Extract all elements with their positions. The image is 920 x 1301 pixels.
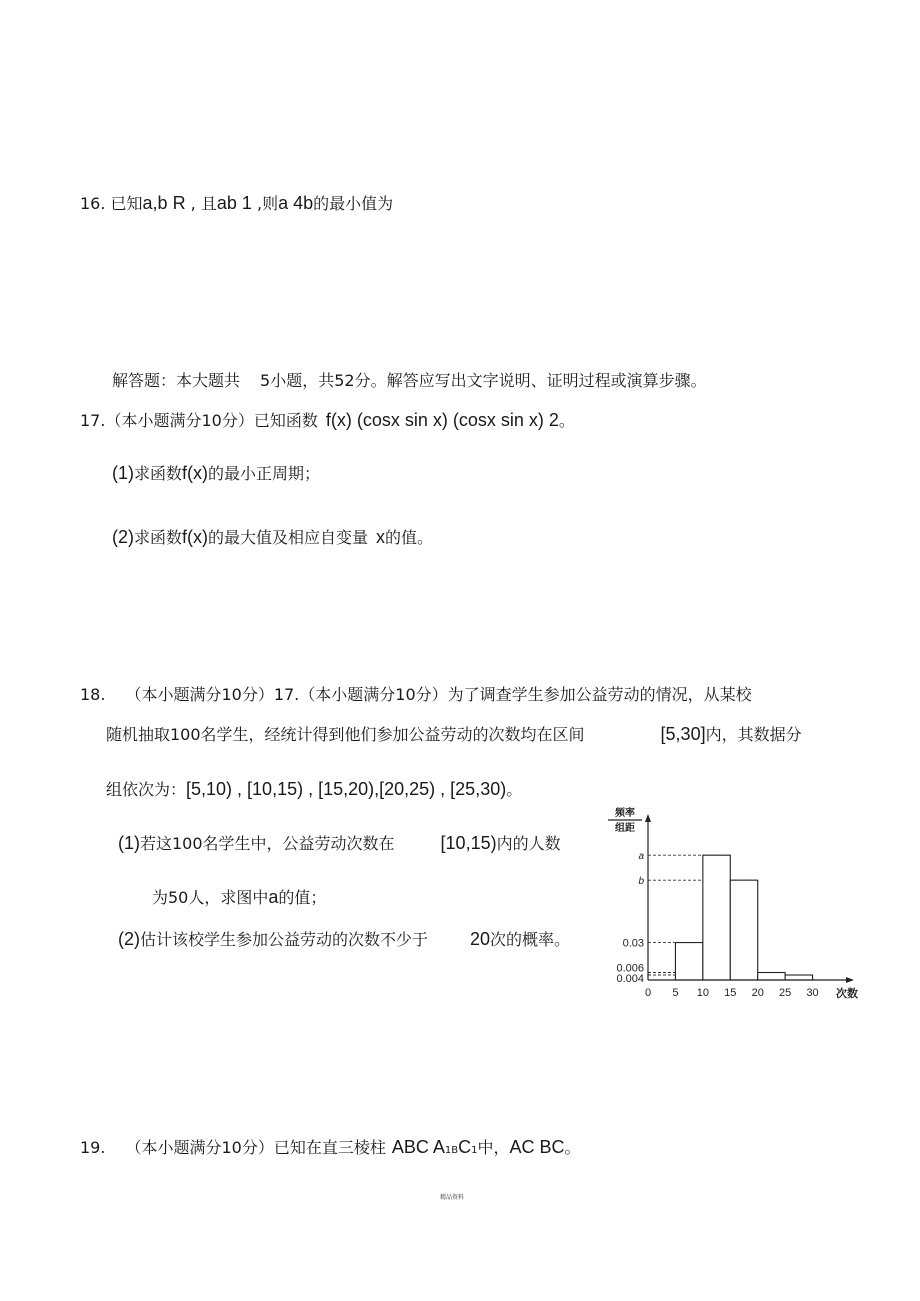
q19-sub-2: 1 <box>471 1145 478 1156</box>
q17-text-1: （本小题满分10分）已知函数 <box>105 411 318 430</box>
q17-part-2-text-2: 的最大值及相应自变量 <box>208 528 369 547</box>
x-tick-0: 0 <box>644 987 652 999</box>
q17-part-2-label: (2) <box>112 527 134 547</box>
q19-math-2: C <box>458 1137 472 1157</box>
q17-part-1-text-2: 的最小正周期； <box>208 464 321 483</box>
q16-number: 16. <box>80 194 106 213</box>
q18-line-3-groups: [5,10) , [10,15) , [15,20),[20,25) , [25,30) <box>186 779 507 799</box>
q16-text-1: 已知 <box>105 194 143 213</box>
y-tick-a: a <box>638 851 644 863</box>
bar-[5,10) <box>675 943 702 980</box>
q17-part-2-math-x: x <box>376 527 386 547</box>
y-tick-0.006: 0.006 <box>616 962 644 975</box>
q17-part-2 <box>112 527 433 548</box>
q17-part-1 <box>112 463 320 484</box>
q18-part-2 <box>118 929 570 950</box>
q18-part-1 <box>118 833 561 854</box>
bar-[10,15) <box>703 855 730 980</box>
bar-[20,25) <box>758 973 785 980</box>
q19-math-1: ABC A <box>391 1137 445 1157</box>
q18-line-2-interval: [5,30] <box>660 724 706 744</box>
q18-line-2-text-2: 内，其数据分 <box>705 725 802 744</box>
q18-part-2-math: 20 <box>470 929 491 949</box>
bar-[15,20) <box>730 880 757 980</box>
q17-part-2-text-1: 求函数 <box>134 528 183 547</box>
q17-part-1-label: (1) <box>112 463 134 483</box>
q18-part-2-text-1: 估计该校学生参加公益劳动的次数不少于 <box>140 930 429 949</box>
x-tick-25: 25 <box>779 987 792 999</box>
footer-watermark: 精品资料 <box>440 1194 465 1201</box>
q16-text-3: ,则 <box>251 194 279 213</box>
q18-part-1-label: (1) <box>118 833 140 853</box>
q18-line-3-text-1: 组依次为： <box>106 780 187 799</box>
q16-text-4: 的最小值为 <box>313 194 394 213</box>
q16-text-2: , 且 <box>185 194 217 213</box>
q16-line <box>80 193 393 214</box>
section-text-1: 解答题：本大题共 <box>112 371 241 390</box>
y-tick-labels <box>616 851 644 985</box>
q18-part-2-label: (2) <box>118 929 140 949</box>
y-axis-label-denominator: 组距 <box>615 823 635 834</box>
q18-line-3-text-2: 。 <box>506 780 523 799</box>
section-header <box>112 371 707 391</box>
y-tick-b: b <box>638 876 644 888</box>
q17-function: f(x) (cosx sin x) (cosx sin x) 2 <box>325 410 559 430</box>
x-tick-15: 15 <box>724 987 737 999</box>
bar-[25,30) <box>785 975 812 980</box>
q19-text-1: （本小题满分10分）已知在直三棱柱 <box>125 1138 386 1157</box>
q18-line-3 <box>106 779 522 800</box>
x-tick-5: 5 <box>672 987 679 999</box>
q17-number: 17. <box>80 411 106 430</box>
frequency-histogram <box>600 800 860 1005</box>
q18-part-1-interval: [10,15) <box>440 833 497 853</box>
q19-math-3: AC BC <box>509 1137 565 1157</box>
q18-number: 18. <box>80 685 106 704</box>
x-tick-30: 30 <box>806 987 819 999</box>
x-axis-arrow <box>846 977 854 983</box>
x-tick-labels <box>645 987 819 999</box>
q18-part-2-text-2: 次的概率。 <box>490 930 571 949</box>
section-count: 5 <box>260 371 271 390</box>
q19-number: 19. <box>80 1138 106 1157</box>
q19-text-2: 中， <box>477 1138 510 1157</box>
q19-text-3: 。 <box>564 1138 581 1157</box>
q18-line-1 <box>80 685 752 705</box>
q19-line <box>80 1137 581 1161</box>
q16-math-2: ab 1 <box>216 193 252 213</box>
x-axis-label: 次数 <box>836 988 858 1000</box>
q18-part-1b-text-2: 的值； <box>278 888 327 907</box>
q16-math-3: a 4b <box>278 193 314 213</box>
q18-part-1-cont <box>152 887 326 908</box>
q17-text-2: 。 <box>558 411 575 430</box>
q17-part-2-text-3: 的值。 <box>385 528 434 547</box>
q18-part-1-text-1: 若这100名学生中，公益劳动次数在 <box>140 834 395 853</box>
y-axis-label-numerator: 频率 <box>615 808 635 819</box>
q18-part-1-text-2: 内的人数 <box>496 834 561 853</box>
y-tick-0.004: 0.004 <box>616 973 644 986</box>
x-tick-20: 20 <box>751 987 764 999</box>
q19-sub-1: 1B <box>444 1145 459 1156</box>
q16-math-1: a,b R <box>142 193 186 213</box>
q17-part-1-math: f(x) <box>182 463 209 483</box>
q17-part-2-math: f(x) <box>182 527 209 547</box>
q18-line-2 <box>106 724 802 745</box>
q18-part-1b-math: a <box>268 887 279 907</box>
q18-text-1: （本小题满分10分）17.（本小题满分10分）为了调查学生参加公益劳动的情况，从某校 <box>125 685 752 704</box>
y-axis-arrow <box>645 814 651 822</box>
q18-line-2-text-1: 随机抽取100名学生，经统计得到他们参加公益劳动的次数均在区间 <box>106 725 585 744</box>
bars <box>675 855 812 980</box>
q17-line <box>80 410 575 431</box>
q18-part-1b-text-1: 为50人，求图中 <box>152 888 269 907</box>
section-text-2: 小题，共52分。解答应写出文字说明、证明过程或演算步骤。 <box>270 371 707 390</box>
y-tick-0.03: 0.03 <box>622 937 644 950</box>
q17-part-1-text-1: 求函数 <box>134 464 183 483</box>
x-tick-10: 10 <box>696 987 709 999</box>
